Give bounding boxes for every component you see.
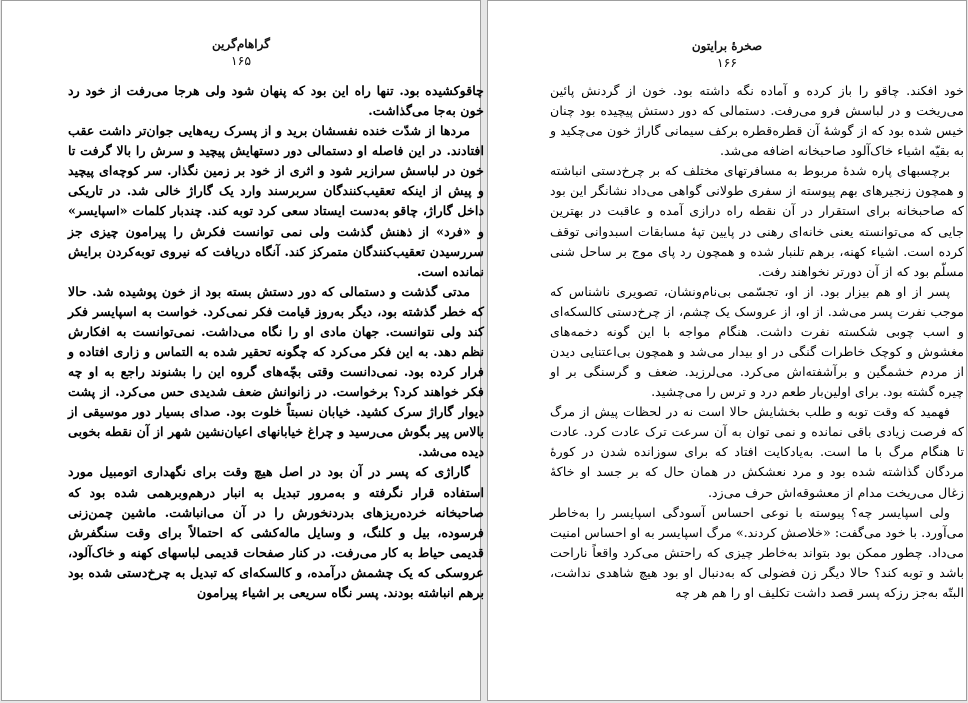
paragraph: ولی اسپایسر چه؟ پیوسته با نوعی احساس آسودگی اسپایسر را به‌خاطر می‌آورد. با خود می‌گفت: «خلاصش کردند.» مرگ اسپایسر به او احساس امنیت می‌داد. چطور ممکن بود بتواند به‌خاطر چیزی که راحتش می‌کرد واقعاً ناراحت باشد و توبه کند؟ حالا دیگر زن فضولی که به‌دنبال او بود هیچ شاهدی نداشت، البتّه به‌جز رزکه پسر قصد داشت تکلیف او را هم هر چه [550, 504, 964, 600]
page-number: ۱۶۶ [716, 55, 738, 70]
paragraph: گاراژی که پسر در آن بود در اصل هیچ وقت برای نگهداری اتومبیل مورد استفاده قرار نگرفته و به‌مرور تبدیل به انبار درهم‌وبرهمی شده بود که صاحبخانه خرده‌ریزهای بدردنخورش را در آن می‌انباشت. ماشین چمن‌زنی فرسوده، بیل و کلنگ، و وسایل ماله‌کشی که احتمالاً برای وقت سنگفرش قدیمی حیاط به کار می‌رفت. در کنار صفحات قدیمی لباسهای کهنه و خاک‌آلود، عروسکی که یک چشمش درآمده، و کالسکه‌ای که تبدیل به چرخ‌دستی شده بود برهم انباشته بودند. پسر نگاه سریعی بر اشیاء پیرامون [68, 464, 484, 600]
running-header: صخرهٔ برایتون [691, 39, 763, 53]
paragraph: مدتی گذشت و دستمالی که دور دستش بسته بود از خون پوشیده شد. حالا که خطر گذشته بود، دیگر به‌روز قیامت فکر نمی‌کرد. خواست به اسپایسر فکر کند ولی نتوانست. جهان مادی او را نگاه می‌داشت. نمی‌توانست به افکارش نظم دهد. به این فکر می‌کرد که چگونه تحقیر شده به التماس و زاری افتاده و فرار کرده بود. نمی‌دانست وقتی بچّه‌های گروه این را بشنوند راجع به او چه فکر خواهند کرد؟ برخواست. در زانوانش ضعف شدیدی حس می‌کرد. از پشت دیوار گاراژ سرک کشید. خیابان نسبتاً خلوت بود. صدای بسیار دور موسیقی از بالاس پیر بگوش می‌رسید و چراغ خیابانهای اعیان‌نشین شهر از آن نقطه بخوبی دیده می‌شد. [68, 283, 484, 460]
page-number: ۱۶۵ [230, 53, 252, 68]
right-page [487, 0, 967, 701]
paragraph: چاقوکشیده بود. تنها راه این بود که پنهان شود ولی هرجا می‌رفت از خود رد خون به‌جا می‌گذاشت. [68, 83, 484, 119]
running-header: گراهام‌گرین [212, 37, 270, 51]
paragraph: فهمید که وقت توبه و طلب بخشایش حالا است نه در لحظات پیش از مرگ که فرصت زیادی باقی نمانده و نمی توان به آن سرعت ترک عادت کرد. عادت تا هنگام مرگ با ما است. به‌یادکایت افتاد که برای سوزانده شدن در کورهٔ مردگان گذاشته شده بود و مرد نعشکش در همان حال که بر جسد او خاکهٔ زغال می‌ریخت مدام از معشوقه‌اش حرف می‌زد. [550, 404, 964, 500]
page-body [68, 81, 484, 603]
paragraph: برچسبهای پاره شدهٔ مربوط به مسافرتهای مختلف که بر چرخ‌دستی انباشته و همچون زنجیرهای بهم پیوسته از سفری طولانی گواهی می‌داد نشانگر این بود که صاحبخانه برای استقرار در آن نقطه راه درازی آمده و عاقبت در بهترین جایی که می‌توانسته یعنی خانه‌ای رهنی در پایین تپهٔ مسابقات اسبدوانی توقف کرده است. اشیاء کهنه، برهم تلنبار شده و همچون رد پای موج بر ساحل شنی مسلّم بود که از آن دورتر نخواهند رفت. [550, 163, 964, 279]
page-body [550, 81, 964, 603]
paragraph: خود افکند. چاقو را باز کرده و آماده نگه داشته بود. خون از گردنش پائین می‌ریخت و در لباسش فرو می‌رفت. دستمالی که دور دستش پیچیده بود چنان خیس شده بود که از گوشهٔ آن قطره‌قطره برکف سیمانی گاراژ خون می‌چکید و به بقیّه اشیاء خاک‌آلود صاحبخانه اضافه می‌شد. [550, 83, 964, 159]
paragraph: مردها از شدّت خنده نفسشان برید و از پسرک ریه‌هایی جوان‌تر داشت عقب افتادند. در این فاصله او دستمالی دور دستهایش پیچید و سرش را بالا گرفت تا خون در لباسش سرازیر شود و اثری از خود بر زمین نگذار. سر کوچه‌ای پیچید و پیش از اینکه تعقیب‌کنندگان سربرسند وارد یک گاراژ خالی شد. در تاریکی داخل گاراژ، چاقو به‌دست ایستاد سعی کرد توبه کند. چندبار کلمات «اسپایسر» و «فرد» از ذهنش گذشت ولی نمی توانست فکرش را پیرامون چیزی جز سررسیدن تعقیب‌کنندگان متمرکز کند. آنگاه دریافت که نیروی توبه‌کردن برایش نمانده است. [68, 123, 484, 279]
paragraph: پسر از او هم بیزار بود. از او، تجسّمی بی‌نام‌ونشان، تصویری ناشناس که موجب نفرت پسر می‌شد. از او، از عروسک یک چشم، از چرخ‌دستی کالسکه‌ای و اسب چوبی شکسته نفرت داشت. هنگام مواجه با این گونه دخمه‌های مغشوش و کوچک خاطرات گنگی در او بیدار می‌شد و همچون بی‌اعتنایی دیدن از مردم خشمگین و برآشفته‌اش می‌کرد. می‌لرزید. ضعف و گرسنگی بر او چیره گشته بود. برای اولین‌بار طعم درد و ترس را می‌چشید. [550, 283, 964, 400]
left-page [1, 0, 484, 701]
